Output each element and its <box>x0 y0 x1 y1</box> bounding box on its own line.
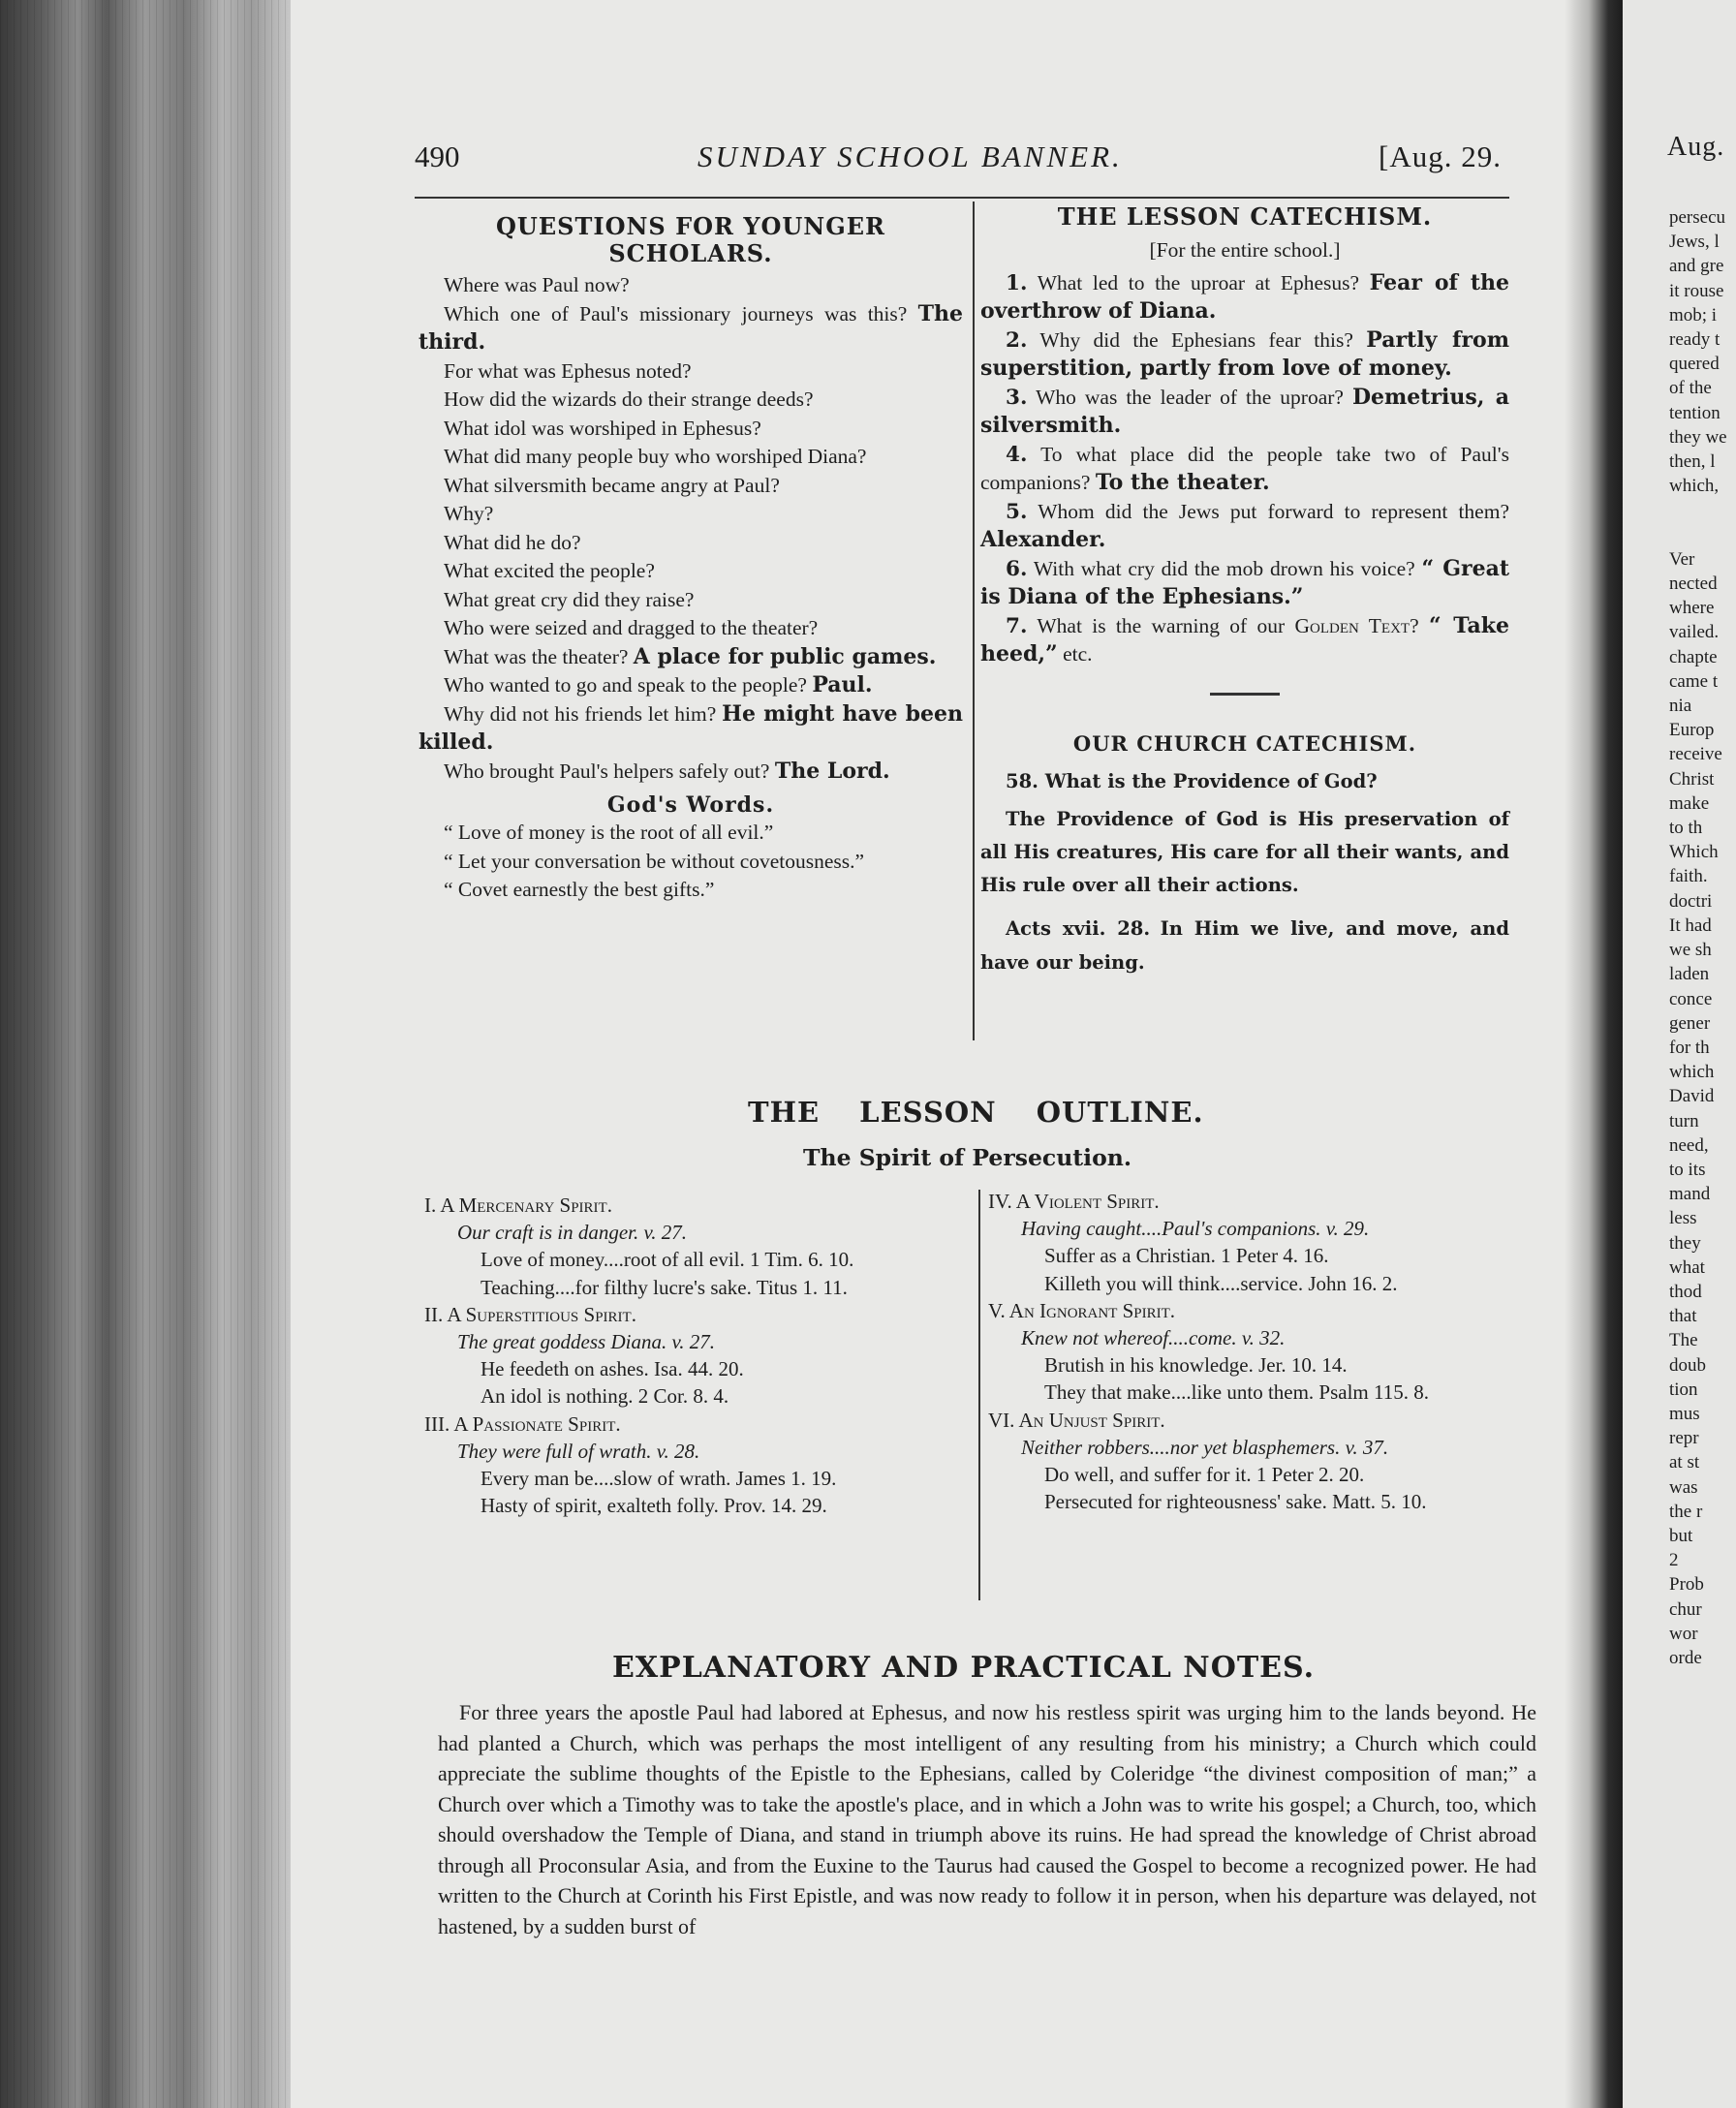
outline-reference: Do well, and suffer for it. 1 Peter 2. 20. <box>1044 1463 1365 1487</box>
right-page-line: and gre <box>1669 256 1724 277</box>
right-page-line: orde <box>1669 1647 1702 1668</box>
outline-subheading: Our craft is in danger. v. 27. <box>457 1221 688 1245</box>
gods-word-item: “ Let your conversation be without covetousness.” <box>444 849 865 873</box>
question-text: Which one of Paul's missionary journeys was this? <box>444 301 908 326</box>
right-page-line: we sh <box>1669 940 1712 961</box>
right-page-line: Which <box>1669 842 1719 863</box>
question-item <box>418 614 963 643</box>
church-catechism-title: OUR CHURCH CATECHISM. <box>1072 730 1417 756</box>
catechism-number: 3. <box>1006 385 1028 410</box>
question-answer: He might have been killed. <box>418 700 964 755</box>
outline-reference: They that make....like unto them. Psalm 115. 8. <box>1044 1380 1429 1405</box>
notes-title: EXPLANATORY AND PRACTICAL NOTES. <box>612 1651 1316 1685</box>
catechism-answer: To the theater. <box>1095 470 1270 495</box>
catechism-number: 1. <box>1006 270 1028 295</box>
catechism-number: 7. <box>1006 613 1028 638</box>
right-page-line: to th <box>1669 818 1703 839</box>
column-divider-outline <box>978 1190 980 1600</box>
right-page-line: doub <box>1669 1354 1706 1376</box>
header-rule <box>415 197 1509 199</box>
right-page-line: vailed. <box>1669 622 1720 643</box>
question-item <box>418 271 963 300</box>
gods-words-list <box>418 819 963 905</box>
header-date: [Aug. 29. <box>1379 140 1502 173</box>
questions-title-line1: QUESTIONS FOR YOUNGER <box>496 212 885 240</box>
question-item <box>418 758 963 787</box>
catechism-subtitle: [For the entire school.] <box>1149 238 1341 262</box>
catechism-section <box>980 203 1509 979</box>
outline-reference: Suffer as a Christian. 1 Peter 4. 16. <box>1044 1244 1329 1268</box>
outline-reference: Teaching....for filthy lucre's sake. Titus 1. 11. <box>480 1275 848 1299</box>
church-catechism-question: 58. What is the Providence of God? <box>1006 769 1378 792</box>
right-page-line: The <box>1669 1330 1698 1351</box>
right-page-line: need, <box>1669 1134 1709 1156</box>
question-item <box>418 671 963 700</box>
right-page-lines <box>1669 205 1727 1670</box>
right-page-line: it rouse <box>1669 280 1724 301</box>
question-item <box>418 700 963 758</box>
right-page-line: repr <box>1669 1428 1699 1449</box>
question-item <box>418 443 963 472</box>
right-page-line: persecu <box>1669 207 1726 228</box>
question-text: What excited the people? <box>444 559 655 582</box>
question-text: Who wanted to go and speak to the people? <box>444 673 807 697</box>
right-page-line: make <box>1669 792 1710 814</box>
gods-words-title: God's Words. <box>606 792 775 818</box>
outline-title: THE LESSON OUTLINE. <box>748 1096 1204 1129</box>
catechism-question: What led to the uproar at Ephesus? <box>1037 270 1360 294</box>
catechism-question: Why did the Ephesians fear this? <box>1039 327 1353 352</box>
column-divider-upper <box>973 202 975 1040</box>
right-page-line: mus <box>1669 1403 1700 1424</box>
question-item <box>418 643 963 672</box>
right-page-line: for th <box>1669 1037 1710 1058</box>
right-page-line: receive <box>1669 744 1722 765</box>
question-text: Who brought Paul's helpers safely out? <box>444 759 770 783</box>
right-page-line: David <box>1669 1086 1715 1107</box>
book-gutter-shadow <box>1565 0 1623 2108</box>
right-page-line: 2 <box>1669 1550 1679 1571</box>
right-page-line: that <box>1669 1306 1697 1327</box>
right-page-line: Europ <box>1669 720 1715 741</box>
catechism-answer-tail: etc. <box>1057 642 1093 666</box>
outline-reference: Love of money....root of all evil. 1 Tim. 6. 10. <box>480 1248 854 1272</box>
right-page-line: the r <box>1669 1501 1703 1522</box>
golden-text-label: Golden Text <box>1294 613 1410 637</box>
right-page-line: which <box>1669 1062 1715 1083</box>
church-catechism-answer <box>980 803 1509 902</box>
outline-reference: Hasty of spirit, exalteth folly. Prov. 14. 29. <box>480 1494 827 1518</box>
question-item <box>418 357 963 387</box>
catechism-question: Whom did the Jews put forward to represent them? <box>1038 499 1509 523</box>
page-edges-texture <box>0 0 291 2108</box>
question-text: What great cry did they raise? <box>444 587 695 611</box>
right-page-line: of the <box>1669 378 1712 399</box>
question-text: Who were seized and dragged to the theater? <box>444 616 819 639</box>
right-page-line: It had <box>1669 914 1712 936</box>
catechism-question: With what cry did the mob drown his voice? <box>1033 556 1415 580</box>
right-page-line: laden <box>1669 964 1710 985</box>
catechism-answer: “ Take heed,” <box>980 612 1509 666</box>
right-page-fragment <box>1623 0 1736 2108</box>
outline-subtitle: The Spirit of Persecution. <box>803 1144 1132 1171</box>
right-page-line: quered <box>1669 354 1720 375</box>
right-page-line: mand <box>1669 1184 1711 1205</box>
question-text: For what was Ephesus noted? <box>444 358 692 383</box>
catechism-item <box>980 555 1509 612</box>
question-item <box>418 472 963 501</box>
outline-heading: I. A Mercenary Spirit. <box>424 1194 612 1217</box>
question-item <box>418 300 963 357</box>
outline-reference: Brutish in his knowledge. Jer. 10. 14. <box>1044 1353 1348 1378</box>
questions-title <box>418 213 963 267</box>
catechism-item <box>980 498 1509 555</box>
catechism-number: 6. <box>1006 556 1028 581</box>
right-page-line: was <box>1669 1476 1698 1498</box>
question-text: What did many people buy who worshiped Diana? <box>444 445 867 468</box>
question-item <box>418 415 963 444</box>
outline-heading: II. A Superstitious Spirit. <box>424 1302 636 1326</box>
questions-title-line2: SCHOLARS. <box>608 239 773 267</box>
right-page-line: but <box>1669 1525 1693 1546</box>
question-text: How did the wizards do their strange deeds? <box>444 388 814 411</box>
outline-subheading: Knew not whereof....come. v. 32. <box>1021 1326 1286 1350</box>
outline-subheading: They were full of wrath. v. 28. <box>457 1439 700 1463</box>
notes-body: For three years the apostle Paul had labored at Ephesus, and now his restless spirit was urging him to the lands beyond. He had planted a Church, which was perhaps the most intelligent of any resulting from his ministry; a Church which could appreciate the sublime thoughts of the Epistle to the Ephesians, called by Coleridge “the divinest composition of man;” a Church over which a Timothy was to take the apostle's place, and in which a John was to write his gospel; a Church, too, which should overshadow the Temple of Diana, and stand in triumph above its ruins. He had spread the knowledge of Christ abroad through all Proconsular Asia, and from the Euxine to the Taurus had caused the Gospel to become a recognized power. He had written to the Church at Corinth his First Epistle, and was now ready to follow it in person, when his departure was delayed, not hastened, by a sudden burst of <box>438 1700 1536 1938</box>
right-page-line: nected <box>1669 574 1718 595</box>
right-page-line: nia <box>1669 696 1692 717</box>
church-catechism-answer-text: The Providence of God is His preservation of all His creatures, His care for all their wants, and His rule over all their actions. <box>980 808 1509 896</box>
catechism-question-before: What is the warning of our <box>1037 613 1295 637</box>
right-page-line: what <box>1669 1256 1705 1278</box>
question-answer: A place for public games. <box>633 643 937 669</box>
right-page-line: ready t <box>1669 329 1720 351</box>
outline-heading: III. A Passionate Spirit. <box>424 1411 621 1436</box>
right-page-line: they <box>1669 1232 1701 1254</box>
questions-section <box>418 213 963 905</box>
right-page-line: tion <box>1669 1379 1698 1400</box>
gods-word-item: “ Covet earnestly the best gifts.” <box>444 878 715 901</box>
question-item <box>418 557 963 586</box>
right-page-line: where <box>1669 598 1715 619</box>
question-text: Where was Paul now? <box>444 273 630 296</box>
catechism-title: THE LESSON CATECHISM. <box>1057 202 1433 231</box>
right-page-line: chapte <box>1669 646 1718 667</box>
section-dash <box>1210 693 1280 696</box>
gods-word-item: “ Love of money is the root of all evil.” <box>444 821 774 844</box>
catechism-item <box>980 269 1509 326</box>
question-item <box>418 586 963 615</box>
outline-heading: VI. An Unjust Spirit. <box>988 1408 1165 1432</box>
question-item <box>418 386 963 415</box>
catechism-list <box>980 269 1509 669</box>
verse-ref: Acts xvii. 28. <box>1006 917 1151 940</box>
question-text: What did he do? <box>444 530 581 554</box>
right-page-line <box>1669 498 1727 522</box>
right-page-line: thod <box>1669 1281 1702 1302</box>
catechism-question: Who was the leader of the uproar? <box>1036 385 1344 409</box>
right-page-line: doctri <box>1669 890 1713 912</box>
question-text: What was the theater? <box>444 644 629 668</box>
right-page-line: they we <box>1669 426 1727 448</box>
right-page-line: Ver <box>1669 548 1695 570</box>
outline-subheading: The great goddess Diana. v. 27. <box>457 1330 715 1354</box>
catechism-question-after: ? <box>1410 613 1419 637</box>
page-number: 490 <box>415 140 460 173</box>
right-page-line: then, l <box>1669 451 1716 473</box>
right-page-line: conce <box>1669 988 1713 1009</box>
verse-text: In Him we live, and move, and have our being. <box>980 917 1509 974</box>
outline-heading: V. An Ignorant Spirit. <box>988 1298 1176 1322</box>
question-answer: The third. <box>418 300 964 355</box>
right-page-line: faith. <box>1669 866 1708 887</box>
outline-subheading: Neither robbers....nor yet blasphemers. v. 37. <box>1021 1435 1389 1459</box>
right-page-line: less <box>1669 1208 1697 1229</box>
outline-reference: Every man be....slow of wrath. James 1. 19. <box>480 1467 837 1491</box>
right-page-line: tention <box>1669 402 1720 423</box>
question-text: What silversmith became angry at Paul? <box>444 473 780 497</box>
catechism-number: 2. <box>1006 327 1028 353</box>
catechism-answer: “ Great is Diana of the Ephesians.” <box>980 555 1509 609</box>
right-page-line: mob; i <box>1669 304 1718 326</box>
catechism-answer: Fear of the overthrow of Diana. <box>980 269 1510 324</box>
catechism-item <box>980 384 1509 441</box>
outline-reference: An idol is nothing. 2 Cor. 8. 4. <box>480 1384 729 1409</box>
catechism-number: 4. <box>1006 442 1028 467</box>
outline-reference: Persecuted for righteousness' sake. Matt. 5. 10. <box>1044 1490 1427 1514</box>
catechism-item <box>980 326 1509 384</box>
outline-left-column <box>424 1192 971 1519</box>
catechism-answer: Demetrius, a silversmith. <box>980 384 1509 438</box>
right-page-header: Aug. <box>1667 132 1725 162</box>
catechism-answer: Alexander. <box>980 527 1106 552</box>
catechism-item <box>980 612 1509 669</box>
question-answer: The Lord. <box>774 758 890 784</box>
question-text: What idol was worshiped in Ephesus? <box>444 416 761 440</box>
question-text: Why? <box>444 502 494 525</box>
church-catechism-verse <box>980 912 1509 979</box>
outline-right-column <box>988 1188 1531 1515</box>
catechism-question: To what place did the people take two of Paul's companions? <box>980 442 1509 494</box>
question-text: Why did not his friends let him? <box>444 701 717 726</box>
running-title: SUNDAY SCHOOL BANNER. <box>698 140 1123 173</box>
right-page-line: at st <box>1669 1452 1700 1473</box>
question-item <box>418 500 963 529</box>
right-page-line <box>1669 523 1727 547</box>
right-page-line: Prob <box>1669 1574 1704 1596</box>
catechism-item <box>980 441 1509 498</box>
outline-subheading: Having caught....Paul's companions. v. 29. <box>1021 1217 1370 1241</box>
outline-reference: He feedeth on ashes. Isa. 44. 20. <box>480 1357 744 1381</box>
right-page-line: chur <box>1669 1598 1702 1620</box>
question-item <box>418 529 963 558</box>
catechism-answer: Partly from superstition, partly from love of money. <box>980 326 1509 381</box>
right-page-line: wor <box>1669 1623 1698 1644</box>
right-page-line: came t <box>1669 670 1719 692</box>
right-page-line: Christ <box>1669 768 1715 790</box>
outline-reference: Killeth you will think....service. John 16. 2. <box>1044 1271 1398 1295</box>
right-page-line: which, <box>1669 476 1720 497</box>
right-page-line: to its <box>1669 1159 1706 1180</box>
catechism-number: 5. <box>1006 499 1028 524</box>
right-page-line: gener <box>1669 1012 1711 1034</box>
questions-list <box>418 271 963 786</box>
question-answer: Paul. <box>812 672 873 698</box>
right-page-line: turn <box>1669 1110 1699 1132</box>
right-page-line: Jews, l <box>1669 232 1720 253</box>
outline-heading: IV. A Violent Spirit. <box>988 1190 1160 1213</box>
